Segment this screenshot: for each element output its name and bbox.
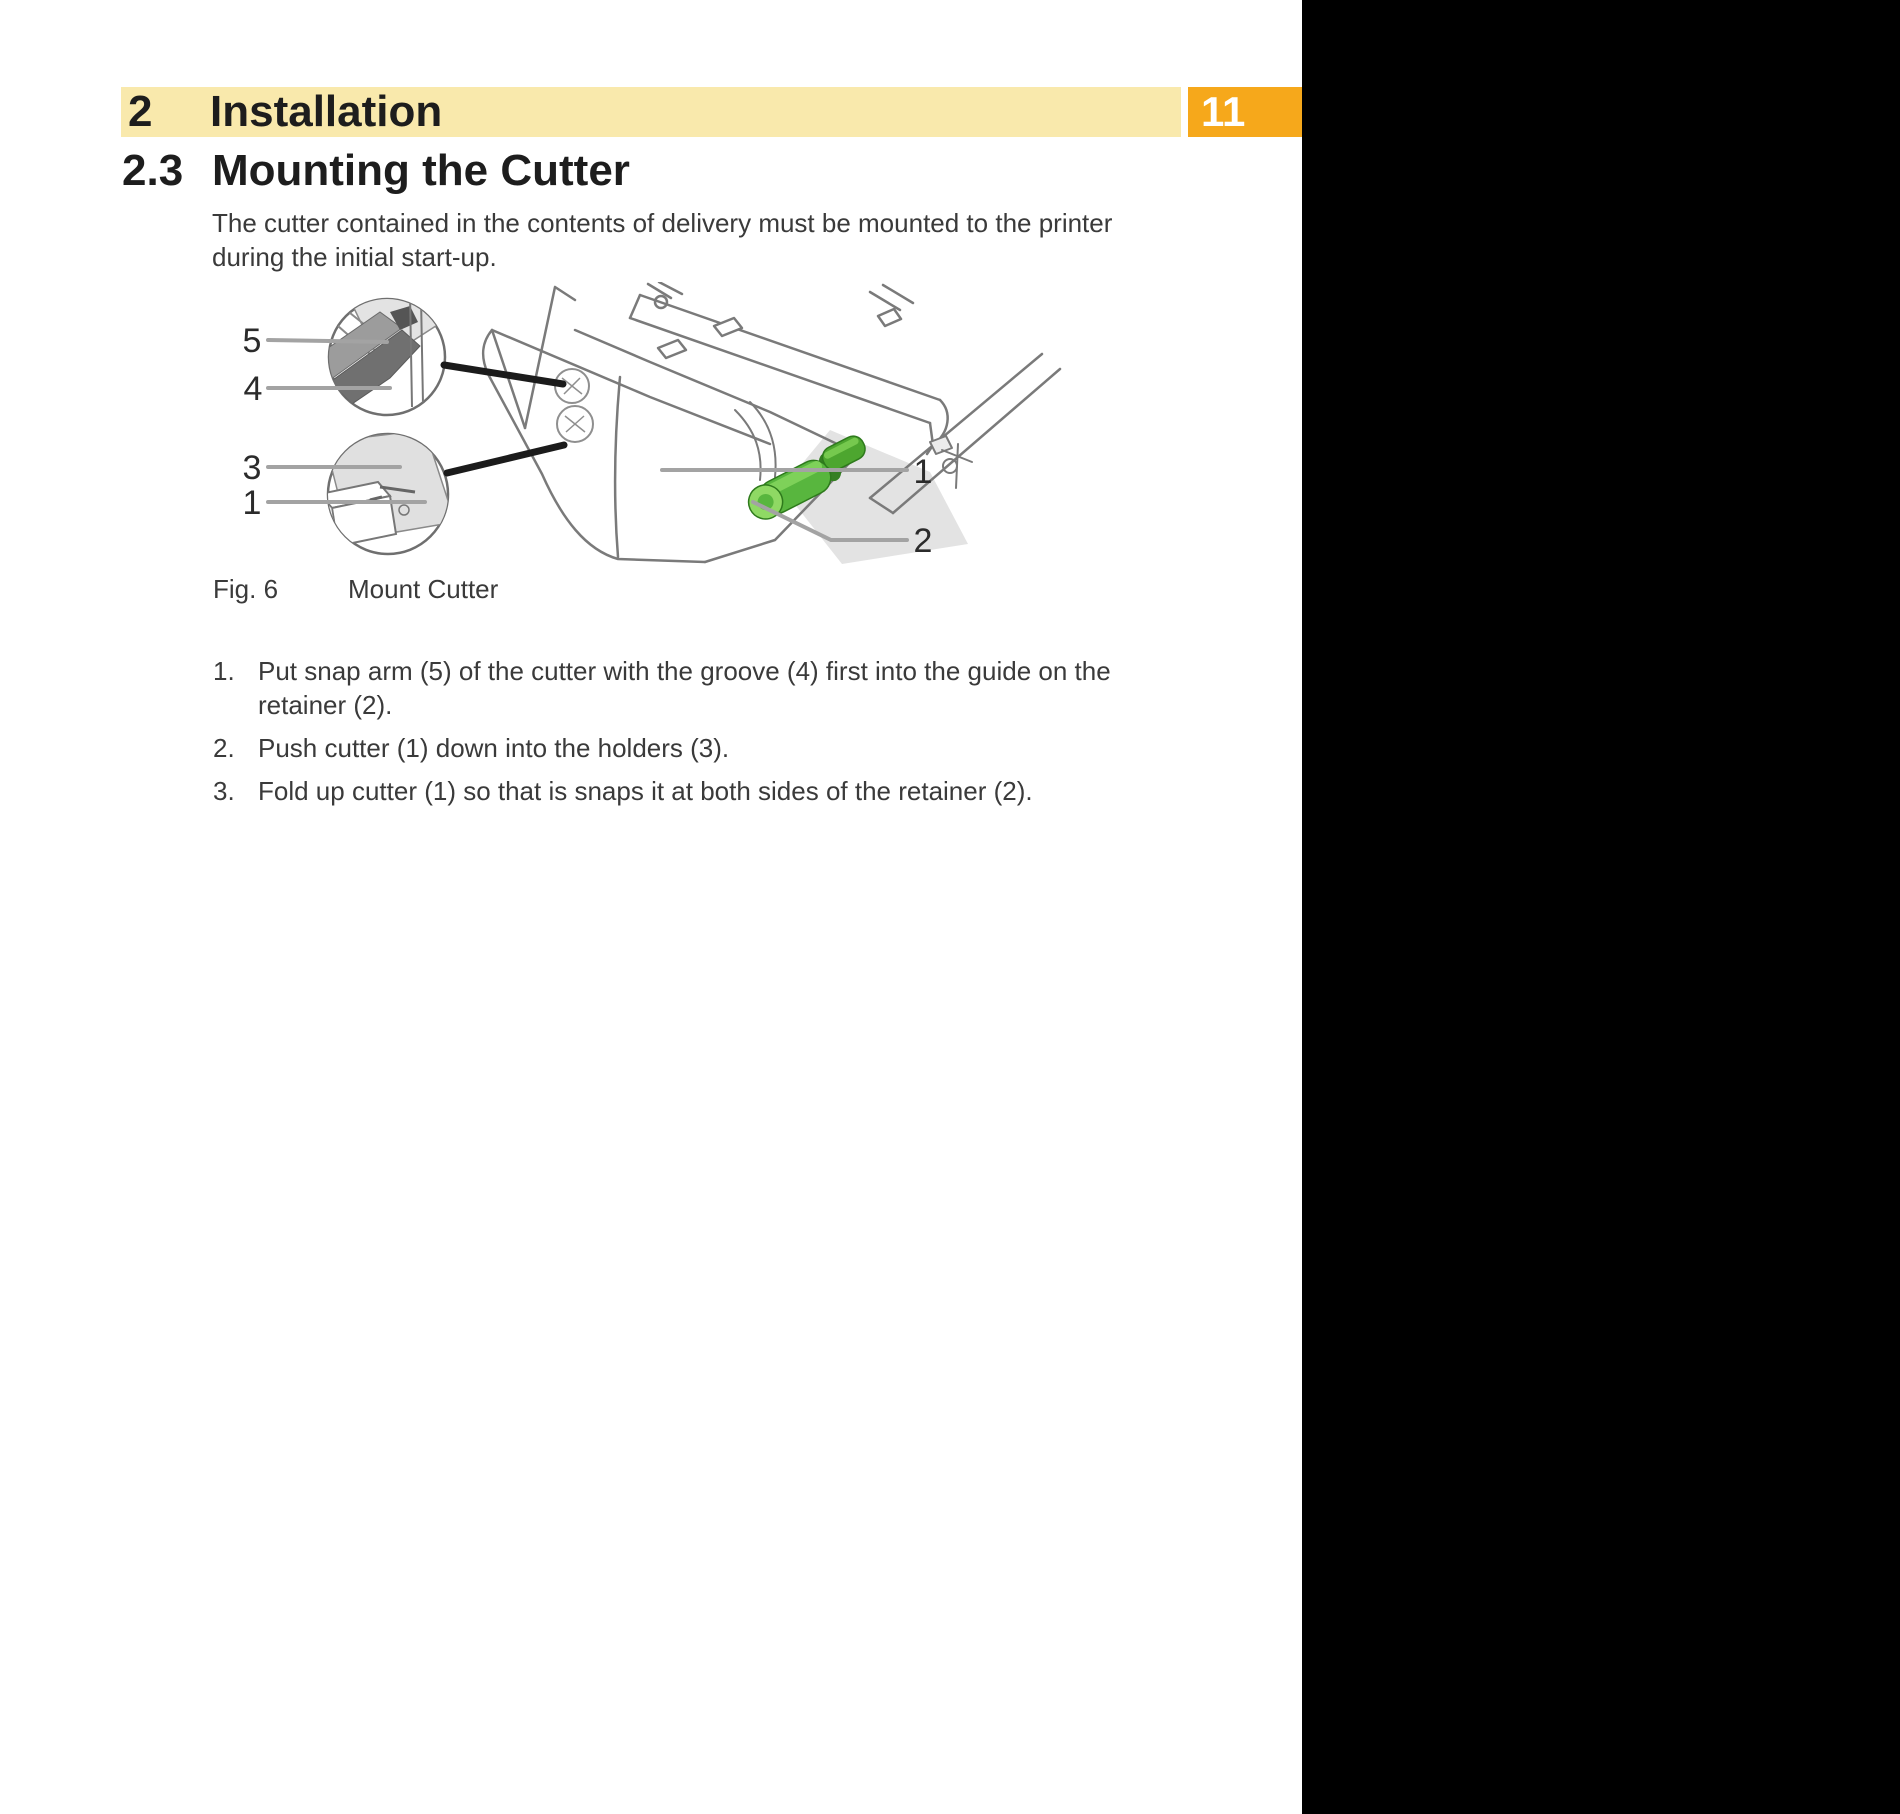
right-black-panel bbox=[1302, 0, 1900, 1814]
figure-diagram bbox=[230, 282, 1080, 602]
step-2 bbox=[213, 731, 1223, 765]
figure-label-3: 3 bbox=[242, 449, 262, 487]
chapter-header-bar bbox=[121, 87, 1181, 137]
figure-label-5: 5 bbox=[242, 322, 262, 360]
figure-label-1-right: 1 bbox=[913, 453, 933, 491]
step-3 bbox=[213, 774, 1223, 808]
intro-paragraph bbox=[212, 206, 1222, 274]
step-1-line-1: Put snap arm (5) of the cutter with the groove (4) first into the guide on the bbox=[258, 656, 1111, 686]
step-2-text: Push cutter (1) down into the holders (3). bbox=[258, 733, 730, 763]
step-3-text: Fold up cutter (1) so that is snaps it at both sides of the retainer (2). bbox=[258, 776, 1033, 806]
step-3-number: 3. bbox=[213, 776, 235, 806]
figure-caption-label: Fig. 6 bbox=[213, 574, 279, 604]
section-number: 2.3 bbox=[122, 146, 184, 195]
section-title: Mounting the Cutter bbox=[212, 146, 630, 195]
intro-line-2: during the initial start-up. bbox=[212, 242, 497, 272]
step-2-number: 2. bbox=[213, 733, 235, 763]
chapter-number: 2 bbox=[128, 87, 153, 136]
step-1-line-2: retainer (2). bbox=[258, 690, 393, 720]
screw-posts bbox=[555, 369, 593, 442]
intro-line-1: The cutter contained in the contents of delivery must be mounted to the printer bbox=[212, 208, 1113, 238]
instruction-steps bbox=[213, 654, 1223, 817]
callout-connectors bbox=[444, 365, 564, 473]
chapter-title: Installation bbox=[210, 87, 443, 136]
figure-caption-title: Mount Cutter bbox=[348, 574, 499, 604]
page-number-box bbox=[1188, 87, 1302, 137]
figure-label-4: 4 bbox=[243, 370, 263, 408]
figure-label-1-left: 1 bbox=[242, 484, 262, 522]
step-1 bbox=[213, 654, 1223, 722]
figure-caption bbox=[213, 572, 498, 606]
step-1-number: 1. bbox=[213, 656, 235, 686]
callout-circle-top bbox=[308, 284, 445, 415]
figure-label-2-right: 2 bbox=[913, 522, 933, 560]
step-1-text bbox=[258, 654, 1223, 722]
page-number: 11 bbox=[1201, 88, 1246, 135]
